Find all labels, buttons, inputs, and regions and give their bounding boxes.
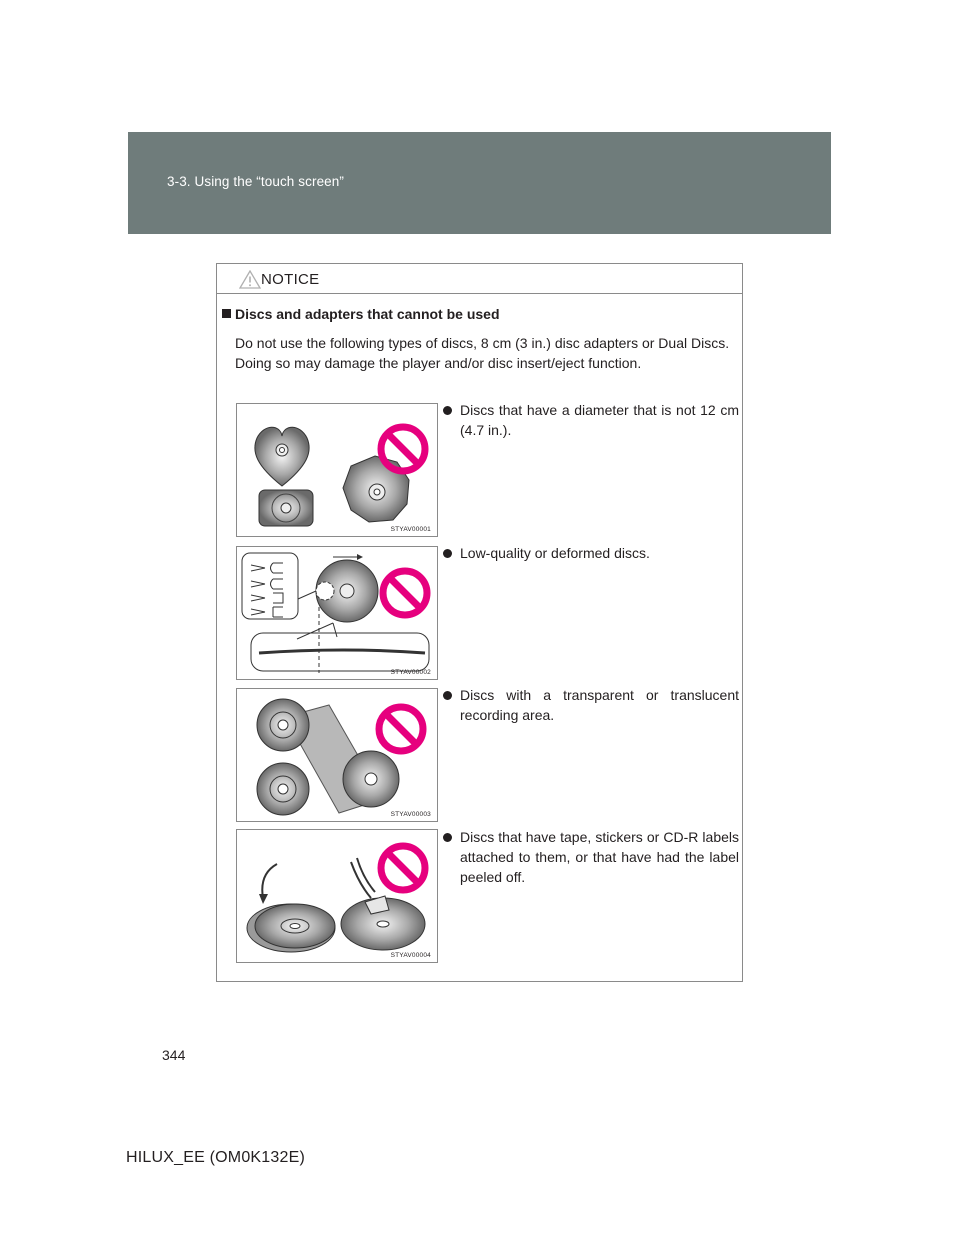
figure-odd-size-discs [236,403,438,537]
section-title: 3-3. Using the “touch screen” [167,174,344,189]
notice-box: NOTICE Discs and adapters that cannot be used Do not use the following types of discs, 8 cm (3 in.) disc adapters or Dual Discs. Doing so may damage the player and/or disc insert/eject function. STYAV00001 Discs that have a diameter that is not 12 cm (4.7 in.). STYAV00002 Low-quality or deformed discs. STYAV00003 Discs with a transparent or translucent recording area. STYAV00004 Discs that have tape, stickers or CD-R labels attached to them, or that have had the label peeled off. [216,263,743,982]
intro-paragraph: Doing so may damage the player and/or disc insert/eject function. [235,355,642,371]
figure-transparent-discs [236,688,438,822]
prohibition-icon [383,571,427,615]
notice-title: NOTICE [261,271,320,288]
bullet-item: Low-quality or deformed discs. [443,543,739,563]
warning-triangle-icon [239,270,261,289]
bullet-item: Discs that have a diameter that is not 12 cm (4.7 in.). [443,400,739,440]
bullet-dot-icon [443,691,452,700]
document-footer: HILUX_EE (OM0K132E) [126,1149,305,1166]
figure-code: STYAV00001 [390,526,431,533]
square-bullet-icon [222,309,231,318]
figure-code: STYAV00003 [390,811,431,818]
bullet-dot-icon [443,406,452,415]
prohibition-icon [379,707,423,751]
figure-deformed-discs [236,546,438,680]
bullet-item: Discs with a transparent or translucent recording area. [443,685,739,725]
prohibition-icon [381,427,425,471]
intro-paragraph: Do not use the following types of discs, 8 cm (3 in.) disc adapters or Dual Discs. [235,335,730,351]
bullet-dot-icon [443,549,452,558]
figure-labeled-discs [236,829,438,963]
figure-code: STYAV00002 [390,669,431,676]
notice-header [217,264,742,294]
page-number: 344 [162,1047,186,1063]
heart-disc-shape [255,427,309,486]
bullet-item: Discs that have tape, stickers or CD-R labels attached to them, or that have had the label peeled off. [443,827,739,887]
notice-intro [235,333,739,373]
figure-code: STYAV00004 [390,952,431,959]
prohibition-icon [381,846,425,890]
header-band [128,132,831,234]
bullet-dot-icon [443,833,452,842]
